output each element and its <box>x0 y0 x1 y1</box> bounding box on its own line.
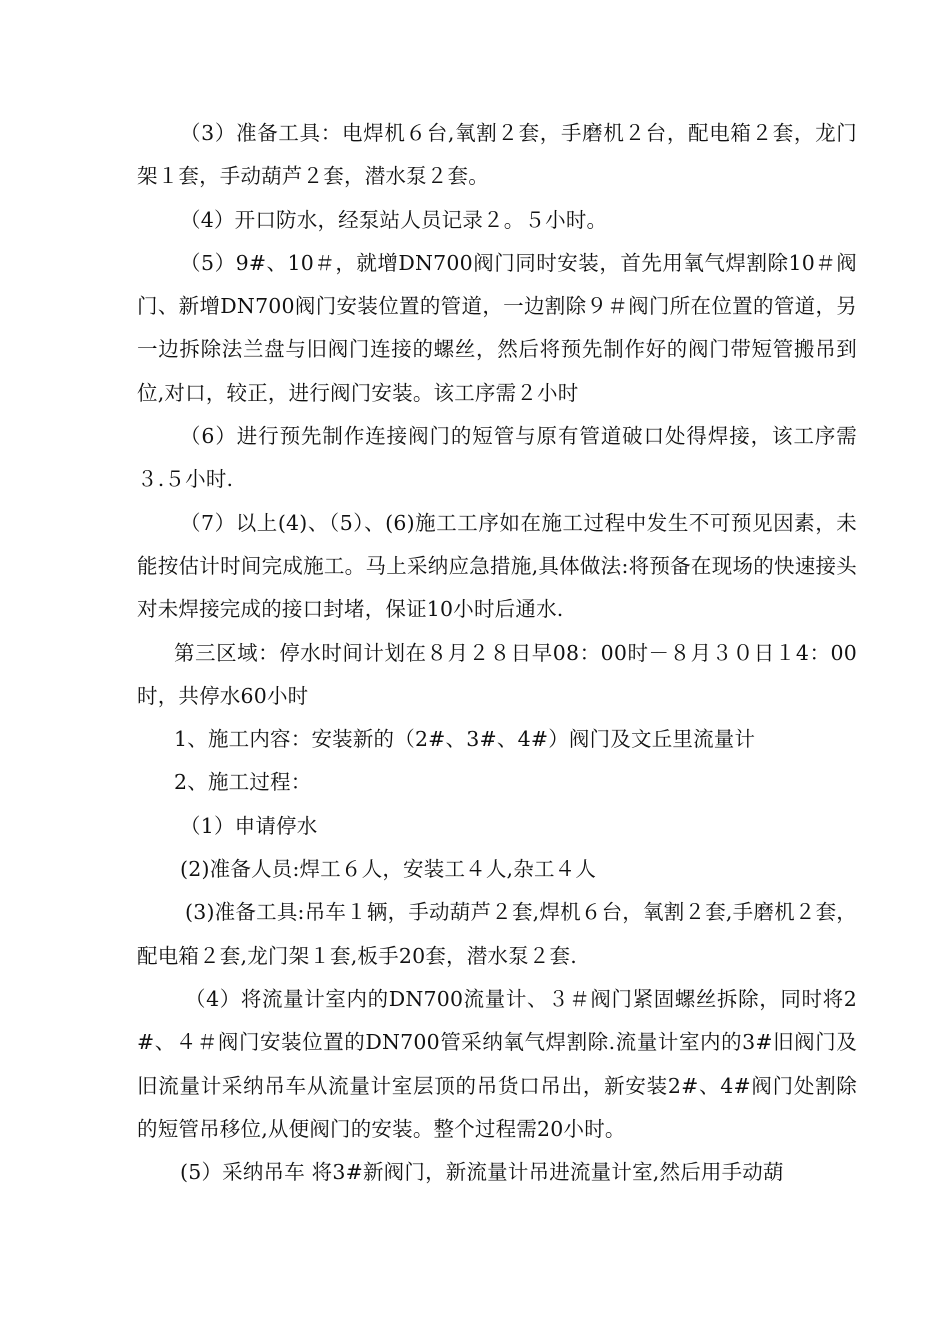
paragraph-prepare-personnel: (2)准备人员:焊工６人，安装工４人,杂工４人 <box>180 857 597 882</box>
document-body <box>137 112 857 1194</box>
paragraph-prepare-tools-second: (3)准备工具:吊车１辆，手动葫芦２套,焊机６台，氧割２套,手磨机２套，配电箱２套,龙门架１套,板手20套，潜水泵２套. <box>137 900 857 968</box>
paragraph-flowmeter-removal: （4）将流量计室内的DN700流量计、３＃阀门紧固螺丝拆除，同时将2#、４＃阀门安装位置的DN700管采纳氧气焊割除.流量计室内的3#旧阀门及旧流量计采纳吊车从流量计室层顶的吊货口吊出，新安装2#、4#阀门处割除的短管吊移位,从便阀门的安装。整个过程需20小时。 <box>137 986 857 1141</box>
paragraph-prepare-tools-3: （3）准备工具：电焊机６台,氧割２套，手磨机２台，配电箱２套，龙门架１套，手动葫芦２套，潜水泵２套。 <box>137 121 857 189</box>
paragraph-apply-stop-water: （1）申请停水 <box>180 813 318 838</box>
paragraph-open-waterproof-4: （4）开口防水，经泵站人员记录２。５小时。 <box>180 207 608 232</box>
paragraph-construction-process: 2、施工过程： <box>174 770 312 795</box>
paragraph-emergency-7: （7）以上(4)、（5）、(6)施工工序如在施工过程中发生不可预见因素，未能按估计时间完成施工。马上采纳应急措施,具体做法:将预备在现场的快速接头对未焊接完成的接口封堵，保证10小时后通水. <box>137 510 857 622</box>
paragraph-construction-content: 1、施工内容：安装新的（2#、3#、4#）阀门及文丘里流量计 <box>174 727 756 752</box>
paragraph-valve-install-5: （5）9#、10＃，就增DN700阀门同时安装，首先用氧气焊割除10＃阀门、新增DN700阀门安装位置的管道，一边割除９＃阀门所在位置的管道，另一边拆除法兰盘与旧阀门连接的螺丝，然后将预先制作好的阀门带短管搬吊到位,对口，较正，进行阀门安装。该工序需２小时 <box>137 250 857 405</box>
paragraph-third-area: 第三区域：停水时间计划在８月２８日早08：00时－８月３０日１4：00时，共停水60小时 <box>137 640 857 708</box>
paragraph-crane-install: (5）采纳吊车 将3#新阀门，新流量计吊进流量计室,然后用手动葫 <box>180 1160 784 1185</box>
paragraph-welding-6: （6）进行预先制作连接阀门的短管与原有管道破口处得焊接，该工序需３.５小时. <box>137 424 857 492</box>
